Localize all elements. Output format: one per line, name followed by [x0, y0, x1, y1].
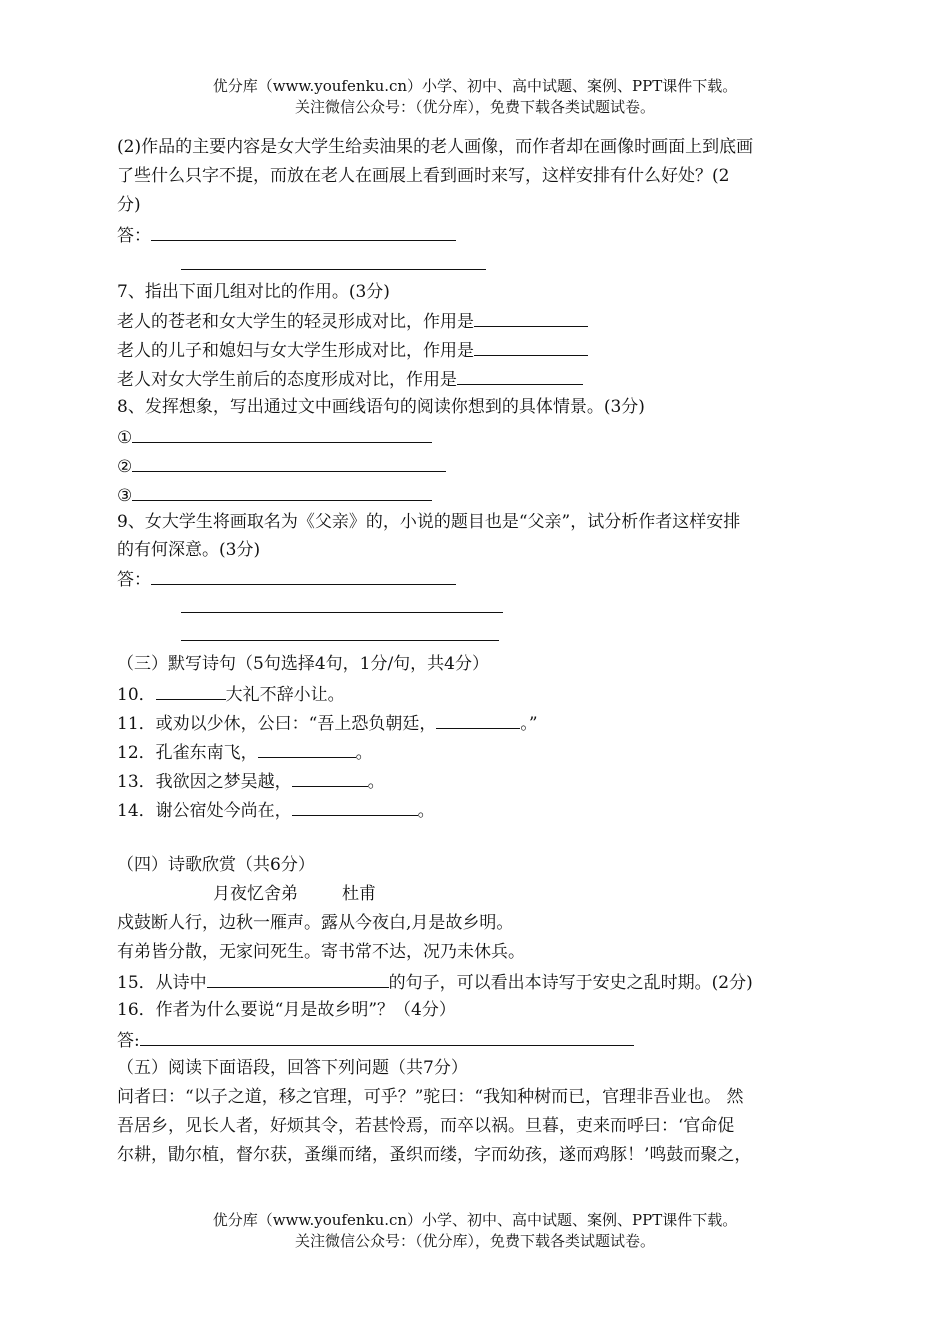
poem-author: 杜甫	[342, 884, 376, 904]
answer-blank[interactable]	[292, 768, 368, 787]
answer-blank[interactable]	[156, 681, 226, 700]
answer-blank[interactable]	[474, 337, 588, 356]
page-header	[0, 76, 950, 118]
q7-item-2-text: 老人的儿子和媳妇与女大学生形成对比，作用是	[117, 341, 474, 361]
answer-blank[interactable]	[151, 566, 456, 585]
circled-number-1: ①	[117, 428, 133, 448]
q8-line-1	[117, 424, 432, 450]
q15-end: 的句子，可以看出本诗写于安史之乱时期。(2分)	[388, 973, 753, 993]
q7-item-2	[117, 337, 588, 363]
q12	[117, 739, 373, 765]
q16-answer	[117, 1027, 634, 1053]
answer-blank[interactable]	[436, 710, 520, 729]
section-3-title: （三）默写诗句（5句选择4句，1分/句，共4分）	[117, 654, 489, 674]
q9-answer-line-2	[181, 594, 503, 620]
poem-heading	[213, 882, 376, 906]
answer-blank[interactable]	[181, 622, 499, 641]
poem-title: 月夜忆舍弟	[213, 884, 298, 904]
q7-title: 7、指出下面几组对比的作用。(3分)	[117, 282, 390, 302]
header-line-1: 优分库（www.youfenku.cn）小学、初中、高中试题、案例、PPT课件下载。	[212, 77, 738, 95]
footer-line-1: 优分库（www.youfenku.cn）小学、初中、高中试题、案例、PPT课件下载。	[212, 1211, 738, 1229]
footer-line-2: 关注微信公众号：（优分库），免费下载各类试题试卷。	[294, 1232, 655, 1250]
answer-blank[interactable]	[151, 222, 456, 241]
answer-label: 答:	[117, 1031, 140, 1051]
q11-end: 。”	[520, 714, 538, 734]
q8-line-2	[117, 453, 446, 479]
q7-item-3	[117, 366, 583, 392]
q15-text: 15．从诗中	[117, 973, 207, 993]
q13	[117, 768, 385, 794]
q7-item-1	[117, 308, 588, 334]
answer-blank[interactable]	[140, 1027, 634, 1046]
answer-blank[interactable]	[181, 594, 503, 613]
answer-label: 答：	[117, 226, 151, 246]
q9-line-1: 9、女大学生将画取名为《父亲》的，小说的题目也是“父亲”，试分析作者这样安排	[117, 512, 741, 532]
page-footer	[0, 1210, 950, 1252]
answer-blank[interactable]	[207, 969, 389, 988]
q10	[117, 681, 345, 707]
passage-line-1: 问者曰：“以子之道，移之官理，可乎？”驼曰：“我知种树而已，官理非吾业也。 然	[117, 1087, 744, 1107]
q6-2-answer-line-2	[181, 251, 486, 277]
answer-label: 答：	[117, 570, 151, 590]
q6-2-answer	[117, 222, 456, 248]
passage-line-2: 吾居乡，见长人者，好烦其令，若甚怜焉，而卒以祸。旦暮，吏来而呼曰：‘官命促	[117, 1116, 735, 1136]
q10-number: 10．	[117, 685, 156, 705]
q8-title: 8、发挥想象，写出通过文中画线语句的阅读你想到的具体情景。(3分)	[117, 397, 645, 417]
header-line-2: 关注微信公众号：（优分库），免费下载各类试题试卷。	[294, 98, 655, 116]
q13-text: 13．我欲因之梦吴越，	[117, 772, 292, 792]
q12-end: 。	[355, 743, 373, 763]
answer-blank[interactable]	[132, 453, 446, 472]
q9-answer-line-3	[181, 622, 499, 648]
q14-end: 。	[417, 801, 435, 821]
q6-2-line-1: (2)作品的主要内容是女大学生给卖油果的老人画像，而作者却在画像时画面上到底画	[117, 137, 754, 157]
q11-text: 11．或劝以少休，公曰：“吾上恐负朝廷，	[117, 714, 437, 734]
q16: 16．作者为什么要说“月是故乡明”？（4分）	[117, 1000, 456, 1020]
section-4-title: （四）诗歌欣赏（共6分）	[117, 855, 315, 875]
q6-2-line-3: 分)	[117, 195, 141, 215]
circled-number-2: ②	[117, 457, 133, 477]
section-5-title: （五）阅读下面语段，回答下列问题（共7分）	[117, 1058, 468, 1078]
q15	[117, 969, 753, 995]
answer-blank[interactable]	[132, 424, 432, 443]
answer-blank[interactable]	[474, 308, 588, 327]
q8-line-3	[117, 482, 432, 508]
q14-text: 14．谢公宿处今尚在，	[117, 801, 292, 821]
q9-line-2: 的有何深意。(3分)	[117, 540, 261, 560]
q7-item-1-text: 老人的苍老和女大学生的轻灵形成对比，作用是	[117, 312, 474, 332]
q6-2-line-2: 了些什么只字不提，而放在老人在画展上看到画时来写，这样安排有什么好处？(2	[117, 166, 730, 186]
q9-answer	[117, 566, 456, 592]
circled-number-3: ③	[117, 486, 133, 506]
answer-blank[interactable]	[132, 482, 432, 501]
passage-line-3: 尔耕，勖尔植，督尔获，蚤缫而绪，蚤织而缕，字而幼孩，遂而鸡豚！’鸣鼓而聚之，	[117, 1145, 752, 1165]
q10-text: 大礼不辞小让。	[225, 685, 345, 705]
q12-text: 12．孔雀东南飞，	[117, 743, 258, 763]
q13-end: 。	[367, 772, 385, 792]
q7-item-3-text: 老人对女大学生前后的态度形成对比，作用是	[117, 370, 457, 390]
answer-blank[interactable]	[181, 251, 486, 270]
q11	[117, 710, 538, 736]
q14	[117, 797, 435, 823]
poem-line-1: 戍鼓断人行，边秋一雁声。露从今夜白,月是故乡明。	[117, 913, 514, 933]
answer-blank[interactable]	[292, 797, 418, 816]
answer-blank[interactable]	[457, 366, 583, 385]
answer-blank[interactable]	[258, 739, 356, 758]
poem-line-2: 有弟皆分散，无家问死生。寄书常不达，况乃未休兵。	[117, 942, 525, 962]
